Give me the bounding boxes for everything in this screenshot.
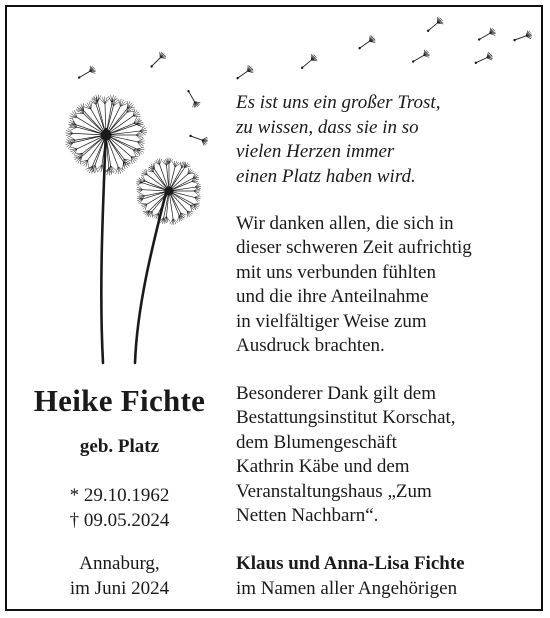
dandelion-seed-icon xyxy=(473,51,494,67)
dandelion-seed-icon xyxy=(356,34,377,52)
life-dates xyxy=(7,484,232,533)
dandelion-seed-icon xyxy=(512,30,533,45)
signature xyxy=(236,552,541,601)
thanks-line: Wir danken allen, die sich in xyxy=(236,213,454,234)
dandelion-seed-icon xyxy=(424,16,444,35)
thanks-paragraph xyxy=(236,212,536,358)
place-and-date xyxy=(7,552,232,601)
quote-line: zu wissen, dass sie in so xyxy=(236,116,419,138)
quote-line: vielen Herzen immer xyxy=(236,141,395,162)
special-thanks-line: Bestattungsinstitut Korschat, xyxy=(236,407,456,429)
thanks-line: mit uns verbunden fühlten xyxy=(236,261,436,283)
dandelion-seed-icon xyxy=(298,53,318,72)
date: im Juni 2024 xyxy=(69,577,170,599)
maiden-name: geb. Platz xyxy=(79,436,160,457)
dandelion-seed-icon xyxy=(148,50,168,70)
dandelion-seed-icon xyxy=(476,27,497,44)
special-thanks-line: dem Blumengeschäft xyxy=(236,431,397,453)
special-thanks-line: Kathrin Käbe und dem xyxy=(236,456,410,478)
death-date: † 09.05.2024 xyxy=(69,509,170,531)
birth-date: * 29.10.1962 xyxy=(69,485,170,506)
dandelion-seed-icon xyxy=(76,65,97,82)
dandelion-seed-icon xyxy=(184,88,201,109)
thanks-line: Ausdruck brachten. xyxy=(236,335,385,357)
signature-names: Klaus und Anna-Lisa Fichte xyxy=(236,553,465,574)
signature-subline: im Namen aller Angehörigen xyxy=(236,577,458,599)
special-thanks-paragraph xyxy=(236,382,536,528)
thanks-line: in vielfältiger Weise zum xyxy=(236,310,427,332)
special-thanks-line: Besonderer Dank gilt dem xyxy=(236,383,436,404)
obituary-card xyxy=(5,5,543,611)
place: Annaburg, xyxy=(79,553,160,574)
thanks-line: und die ihre Anteilnahme xyxy=(236,286,429,308)
dandelion-seed-icon xyxy=(234,64,255,82)
thanks-line: dieser schweren Zeit aufrichtig xyxy=(236,237,472,259)
quote-line: einen Platz haben wird. xyxy=(236,165,416,187)
special-thanks-line: Netten Nachbarn“. xyxy=(236,505,379,527)
dandelion-seed-icon xyxy=(188,131,209,146)
special-thanks-line: Veranstaltungshaus „Zum xyxy=(236,480,432,502)
dandelion-head xyxy=(136,158,201,225)
dandelion-seed-icon xyxy=(410,49,431,66)
deceased-name: Heike Fichte xyxy=(33,383,206,418)
dandelion-flowers xyxy=(65,95,201,363)
quote-line: Es ist uns ein großer Trost, xyxy=(236,92,441,113)
consolation-quote xyxy=(236,91,536,189)
dandelion-head xyxy=(65,95,147,176)
